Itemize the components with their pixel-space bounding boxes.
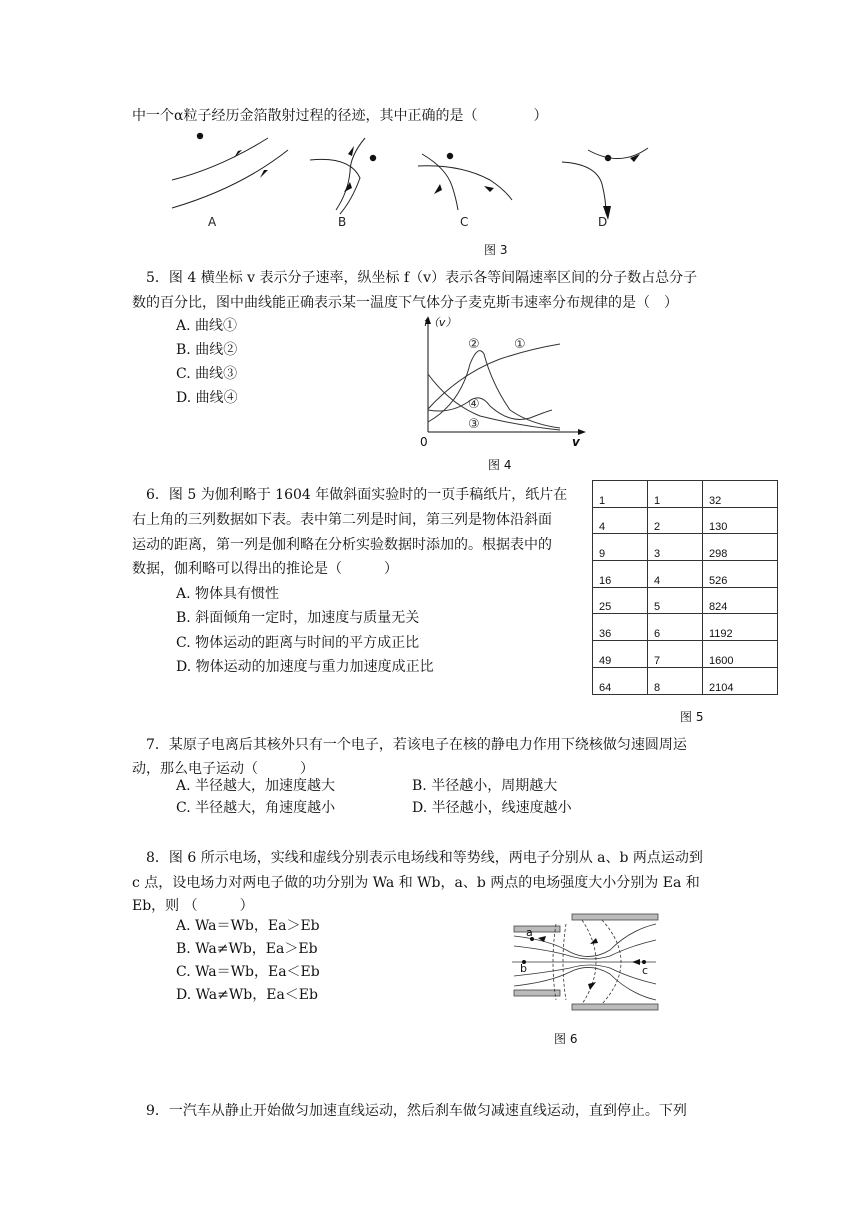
- q8-line1: 8．图 6 所示电场，实线和虚线分别表示电场线和等势线，两电子分别从 a、b 两点运动到: [146, 850, 703, 866]
- option-label-a: A: [208, 215, 217, 229]
- q6-option-a: A. 物体具有惯性: [176, 586, 280, 602]
- figure-4-caption: 图 4: [488, 458, 512, 472]
- q6-option-d: D. 物体运动的加速度与重力加速度成正比: [176, 659, 434, 675]
- table-cell: 49: [593, 641, 648, 668]
- table-cell: 36: [593, 614, 648, 641]
- q7-line2: 动，那么电子运动（ ）: [132, 761, 314, 777]
- figure-5-caption: 图 5: [680, 710, 704, 724]
- table-cell: 824: [703, 587, 778, 614]
- q7-option-d: D. 半径越小，线速度越小: [412, 800, 572, 816]
- figure-3-alpha-tracks: [160, 128, 680, 228]
- table-cell: 526: [703, 561, 778, 588]
- q6-option-c: C. 物体运动的距离与时间的平方成正比: [176, 635, 420, 651]
- q6-line4: 数据，伽利略可以得出的推论是（ ）: [132, 561, 398, 577]
- table-row: [593, 507, 778, 534]
- table-cell: 25: [593, 587, 648, 614]
- nucleus-c: [447, 153, 453, 159]
- q8-option-c: C. Wa＝Wb，Ea＜Eb: [176, 964, 320, 980]
- table-cell: 1192: [703, 614, 778, 641]
- table-cell: 9: [593, 534, 648, 561]
- table-cell: 3: [648, 534, 703, 561]
- table-row: [593, 481, 778, 508]
- table-cell: 298: [703, 534, 778, 561]
- curve-label-1: ①: [514, 337, 526, 352]
- q4-text: 中一个α粒子经历金箔散射过程的径迹，其中正确的是（ ）: [132, 108, 548, 124]
- table-cell: 130: [703, 507, 778, 534]
- table-row: [593, 534, 778, 561]
- table-row: [593, 641, 778, 668]
- table-row: [593, 561, 778, 588]
- point-label-c: c: [642, 964, 649, 977]
- figure-4-ylabel: f（v）: [424, 316, 457, 329]
- curve-label-2: ②: [468, 337, 480, 352]
- q8-line3: Eb，则 （ ）: [132, 898, 254, 914]
- curve-label-3: ③: [468, 417, 480, 432]
- q5-option-a: A. 曲线①: [176, 318, 238, 334]
- figure-5-data-table: [592, 480, 778, 695]
- q7-line1: 7．某原子电离后其核外只有一个电子，若该电子在核的静电力作用下绕核做匀速圆周运: [146, 737, 687, 753]
- table-cell: 1: [593, 481, 648, 508]
- figure-4-speed-distribution: [410, 314, 590, 454]
- table-cell: 1: [648, 481, 703, 508]
- q6-line3: 运动的距离，第一列是伽利略在分析实验数据时添加的。根据表中的: [132, 537, 552, 553]
- option-label-c: C: [460, 215, 469, 229]
- point-label-a: a: [526, 926, 533, 939]
- figure-6-electric-field: [510, 910, 660, 1014]
- table-cell: 4: [593, 507, 648, 534]
- point-label-b: b: [520, 962, 527, 975]
- q5-line1: 5．图 4 横坐标 v 表示分子速率，纵坐标 f（v）表示各等间隔速率区间的分子数占总分子: [146, 270, 698, 286]
- q7-option-b: B. 半径越小，周期越大: [412, 778, 558, 794]
- q6-option-b: B. 斜面倾角一定时，加速度与质量无关: [176, 610, 420, 626]
- curve-label-4: ④: [468, 397, 480, 412]
- table-cell: 5: [648, 587, 703, 614]
- nucleus-a: [197, 133, 203, 139]
- option-label-d: D: [598, 215, 608, 229]
- table-cell: 2: [648, 507, 703, 534]
- q5-option-c: C. 曲线③: [176, 366, 238, 382]
- q9-line1: 9．一汽车从静止开始做匀加速直线运动，然后刹车做匀减速直线运动，直到停止。下列: [146, 1103, 687, 1119]
- table-cell: 8: [648, 667, 703, 694]
- q8-option-a: A. Wa＝Wb，Ea＞Eb: [176, 918, 320, 934]
- q6-line2: 右上角的三列数据如下表。表中第二列是时间，第三列是物体沿斜面: [132, 512, 552, 528]
- table-cell: 16: [593, 561, 648, 588]
- q5-line2: 数的百分比，图中曲线能正确表示某一温度下气体分子麦克斯韦速率分布规律的是（ ）: [132, 295, 678, 311]
- q8-option-d: D. Wa≠Wb，Ea＜Eb: [176, 987, 318, 1003]
- figure-4-xlabel: v: [572, 435, 580, 449]
- table-cell: 64: [593, 667, 648, 694]
- q7-option-c: C. 半径越大，角速度越小: [176, 800, 336, 816]
- table-cell: 6: [648, 614, 703, 641]
- figure-3-caption: 图 3: [484, 243, 508, 257]
- q5-option-d: D. 曲线④: [176, 390, 238, 406]
- q8-line2: c 点，设电场力对两电子做的功分别为 Wa 和 Wb，a、b 两点的电场强度大小分别为 Ea 和: [132, 875, 700, 891]
- q6-line1: 6．图 5 为伽利略于 1604 年做斜面实验时的一页手稿纸片，纸片在: [146, 487, 568, 503]
- q7-option-a: A. 半径越大，加速度越大: [176, 778, 336, 794]
- option-label-b: B: [338, 215, 347, 229]
- figure-6-caption: 图 6: [554, 1032, 578, 1046]
- q5-option-b: B. 曲线②: [176, 342, 238, 358]
- q8-option-b: B. Wa≠Wb，Ea＞Eb: [176, 941, 318, 957]
- figure-4-origin: 0: [420, 435, 428, 449]
- table-row: [593, 587, 778, 614]
- table-cell: 2104: [703, 667, 778, 694]
- table-cell: 4: [648, 561, 703, 588]
- table-cell: 7: [648, 641, 703, 668]
- table-row: [593, 667, 778, 694]
- nucleus-b: [370, 155, 376, 161]
- table-cell: 1600: [703, 641, 778, 668]
- table-row: [593, 614, 778, 641]
- table-cell: 32: [703, 481, 778, 508]
